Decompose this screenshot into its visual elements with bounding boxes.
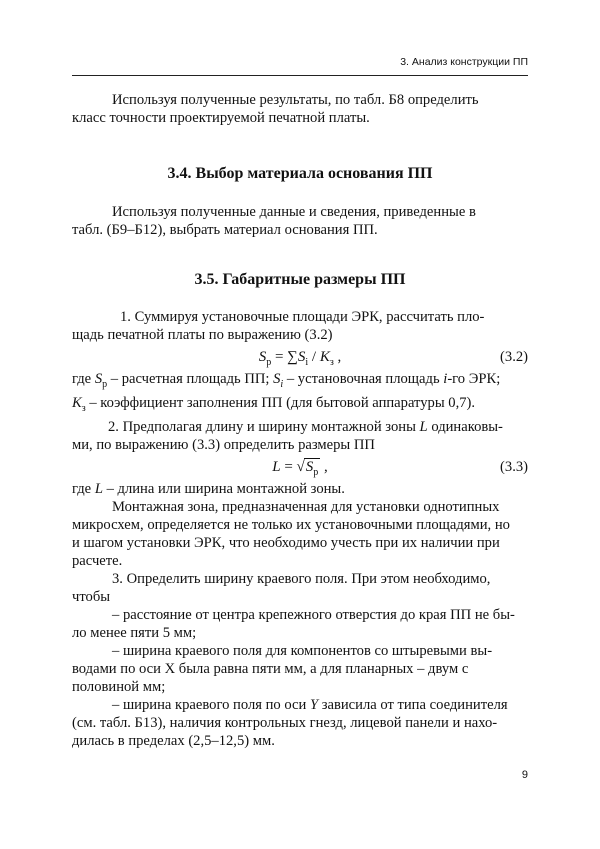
- equation-3-3: [72, 454, 528, 480]
- running-header: 3. Анализ конструкции ПП: [400, 56, 528, 68]
- mounting-zone-line-1: Монтажная зона, предназначенная для установки однотипных: [112, 498, 500, 515]
- section-3-4-line-1: Используя полученные данные и сведения, приведенные в: [112, 204, 476, 220]
- intro-line-1: Используя полученные результаты, по табл. Б8 определить: [112, 92, 479, 108]
- item-3-line-1: 3. Определить ширину краевого поля. При этом необходимо,: [112, 570, 491, 587]
- dash-item-3-line-1: – ширина краевого поля по оси Y зависила от типа соединителя: [112, 696, 508, 713]
- dash-item-1-line-2: ло менее пяти 5 мм;: [72, 624, 197, 641]
- where-line-1: где $S_р$ – расчетная площадь ПП; $S_i$ – установочная площадь i-го ЭРК;: [72, 371, 501, 390]
- equation-3-2: [72, 344, 528, 370]
- dash-item-3-line-3: дилась в пределах (2,5–12,5) мм.: [72, 732, 275, 749]
- section-heading-3-5: 3.5. Габаритные размеры ПП: [194, 271, 406, 288]
- where-line-3: где L – длина или ширина монтажной зоны.: [72, 480, 345, 497]
- mounting-zone-line-3: и шагом установки ЭРК, что необходимо учесть при их наличии при: [72, 534, 500, 551]
- mounting-zone-line-2: микросхем, определяется не только их установочными площадями, но: [72, 516, 510, 533]
- equation-3-3-number: (3.3): [500, 458, 528, 475]
- section-3-4-line-2: табл. (Б9–Б12), выбрать материал основания ПП.: [72, 222, 378, 238]
- intro-line-2: класс точности проектируемой печатной платы.: [72, 110, 370, 126]
- item-1-line-2: щадь печатной платы по выражению (3.2): [72, 327, 333, 343]
- where-line-2: $K_з$ – коэффициент заполнения ПП (для бытовой аппаратуры 0,7).: [72, 394, 476, 414]
- equation-3-2-body: $S_р = \sum S_i / K_з$ ,: [258, 349, 342, 368]
- page-number: 9: [521, 769, 528, 781]
- item-2-line-2: ми, по выражению (3.3) определить размеры ПП: [72, 436, 375, 453]
- mounting-zone-line-4: расчете.: [72, 552, 123, 569]
- dash-item-2-line-3: половиной мм;: [72, 678, 166, 695]
- page-body: [72, 91, 528, 750]
- item-3-line-2: чтобы: [72, 588, 111, 605]
- equation-3-3-body: $L = √S_р$ ,: [72, 454, 528, 481]
- header-rule: [72, 75, 528, 76]
- dash-item-3-line-2: (см. табл. Б13), наличия контрольных гнезд, лицевой панели и нахо-: [72, 714, 498, 731]
- item-2-line-1: 2. Предполагая длину и ширину монтажной зоны L одинаковы-: [108, 418, 503, 435]
- dash-item-1-line-1: – расстояние от центра крепежного отверстия до края ПП не бы-: [112, 606, 515, 623]
- dash-item-2-line-1: – ширина краевого поля для компонентов со штыревыми вы-: [112, 642, 493, 659]
- item-1-line-1: 1. Суммируя установочные площади ЭРК, рассчитать пло-: [120, 309, 485, 325]
- equation-3-2-number: (3.2): [500, 349, 528, 365]
- dash-item-2-line-2: водами по оси X была равна пяти мм, а для планарных – двум с: [72, 660, 469, 677]
- section-heading-3-4: 3.4. Выбор материала основания ПП: [167, 165, 433, 182]
